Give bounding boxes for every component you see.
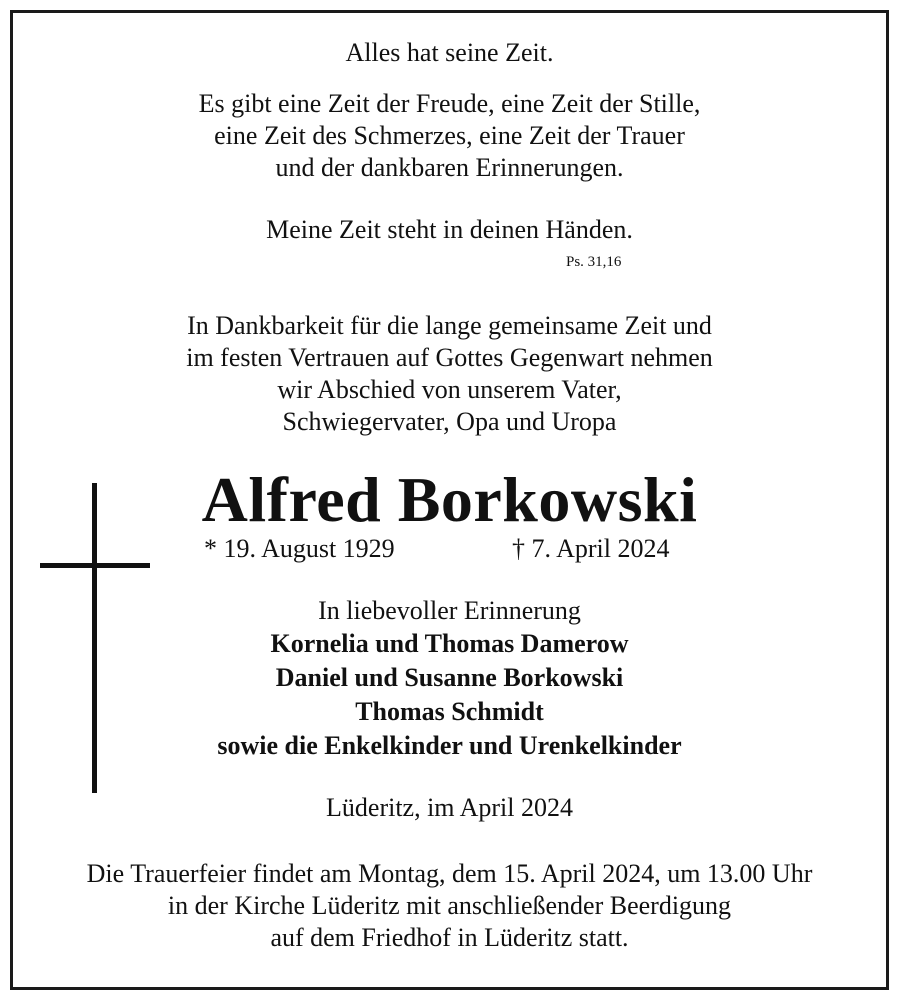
funeral-line-1: Die Trauerfeier findet am Montag, dem 15. April 2024, um 13.00 Uhr xyxy=(86,859,813,888)
deceased-name: Alfred Borkowski xyxy=(201,464,698,535)
funeral-line-2: in der Kirche Lüderitz mit anschließender Beerdigung xyxy=(167,891,732,920)
birth-date: * 19. August 1929 xyxy=(204,534,395,563)
announcement-line-2: im festen Vertrauen auf Gottes Gegenwart nehmen xyxy=(186,343,713,372)
verse-line-3: und der dankbaren Erinnerungen. xyxy=(275,153,624,182)
mourners-intro: In liebevoller Erinnerung xyxy=(318,596,581,625)
mourner-4: sowie die Enkelkinder und Urenkelkinder xyxy=(217,731,682,760)
announcement-line-4: Schwiegervater, Opa und Uropa xyxy=(282,407,617,436)
mourner-3: Thomas Schmidt xyxy=(355,697,544,726)
quote: Meine Zeit steht in deinen Händen. xyxy=(266,215,633,244)
cross-horizontal-bar xyxy=(40,563,150,568)
heading: Alles hat seine Zeit. xyxy=(345,38,554,67)
announcement-line-1: In Dankbarkeit für die lange gemeinsame Zeit und xyxy=(187,311,712,340)
mourner-2: Daniel und Susanne Borkowski xyxy=(275,663,624,692)
verse-line-2: eine Zeit des Schmerzes, eine Zeit der Trauer xyxy=(214,121,685,150)
announcement-line-3: wir Abschied von unserem Vater, xyxy=(277,375,622,404)
verse-line-1: Es gibt eine Zeit der Freude, eine Zeit der Stille, xyxy=(198,89,701,118)
mourner-1: Kornelia und Thomas Damerow xyxy=(270,629,629,658)
place-date: Lüderitz, im April 2024 xyxy=(326,793,573,822)
death-date: † 7. April 2024 xyxy=(512,534,670,563)
funeral-line-3: auf dem Friedhof in Lüderitz statt. xyxy=(270,923,629,952)
quote-source: Ps. 31,16 xyxy=(566,254,622,270)
